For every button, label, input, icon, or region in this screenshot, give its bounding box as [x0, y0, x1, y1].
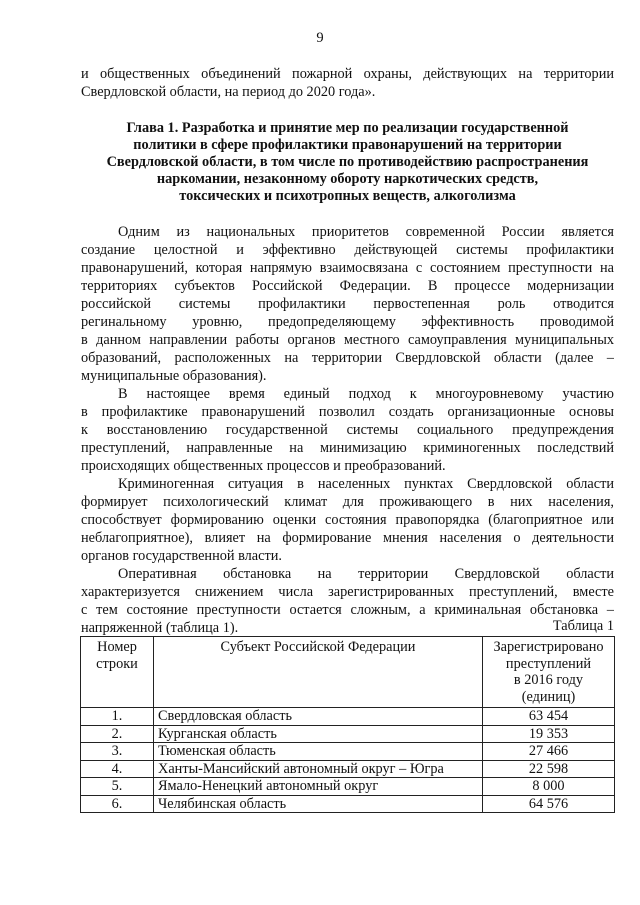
header-number-line: Номер: [97, 639, 137, 655]
body-line: неблагоприятное), влияет на формирование мнения населения о деятельности: [81, 530, 614, 546]
chapter-heading-line: Глава 1. Разработка и принятие мер по реализации государственной: [126, 120, 569, 136]
table-row: [81, 708, 615, 726]
table-header-row: [81, 637, 615, 708]
body-line: с тем состояние преступности остается сложным, а криминальная обстановка –: [81, 602, 614, 618]
row-number: 3.: [81, 743, 154, 761]
body-line: правонарушений, которая напрямую взаимосвязана с состоянием преступности на: [81, 260, 614, 276]
header-crimes-line: преступлений: [505, 655, 592, 672]
row-value: 8 000: [483, 778, 615, 796]
header-crimes-line: (единиц): [521, 688, 576, 705]
body-line: создание целостной и эффективно действующей системы профилактики: [81, 242, 614, 258]
intro-line: и общественных объединений пожарной охраны, действующих на территории: [81, 66, 614, 82]
body-line: российской системы профилактики первостепенная роль отводится: [81, 296, 614, 312]
row-number: 1.: [81, 708, 154, 726]
header-crimes-line: в 2016 году: [513, 672, 584, 688]
row-subject: Челябинская область: [154, 795, 483, 813]
table-row: [81, 760, 615, 778]
row-value: 27 466: [483, 743, 615, 761]
body-line: напряженной (таблица 1).: [81, 620, 239, 636]
body-line: муниципальные образования).: [81, 368, 267, 384]
header-subject: Субъект Российской Федерации: [154, 637, 483, 708]
row-subject: Ямало-Ненецкий автономный округ: [154, 778, 483, 796]
header-number: [81, 637, 154, 708]
table-row: [81, 743, 615, 761]
row-subject: Курганская область: [154, 725, 483, 743]
row-value: 19 353: [483, 725, 615, 743]
body-line: регинальному уровню, предопределяющему эффективность проводимой: [81, 314, 614, 330]
row-number: 4.: [81, 760, 154, 778]
table-caption: Таблица 1: [552, 618, 614, 634]
body-line: к восстановлению государственной системы социального предупреждения: [81, 422, 614, 438]
body-line: В настоящее время единый подход к многоуровневому участию: [118, 386, 614, 402]
chapter-heading-line: Свердловской области, в том числе по противодействию распространения: [106, 154, 589, 170]
header-crimes: [483, 637, 615, 708]
body-line: в данном направлении работы органов местного самоуправления муниципальных: [81, 332, 614, 348]
body-line: преступлений, направленные на минимизацию криминогенных последствий: [81, 440, 614, 456]
crime-statistics-table: [80, 636, 615, 813]
body-line: происходящих общественных процессов и преобразований.: [81, 458, 446, 474]
body-line: формирует психологический климат для проживающего в них населения,: [81, 494, 614, 510]
chapter-heading-line: токсических и психотропных веществ, алкоголизма: [179, 188, 516, 204]
header-number-line: строки: [96, 655, 138, 672]
body-line: способствует формированию оценки состояния правопорядка (благоприятное или: [81, 512, 614, 528]
body-line: Оперативная обстановка на территории Свердловской области: [118, 566, 614, 582]
row-subject: Тюменская область: [154, 743, 483, 761]
table-row: [81, 725, 615, 743]
chapter-heading-line: наркомании, незаконному обороту наркотических средств,: [156, 171, 539, 187]
row-value: 22 598: [483, 760, 615, 778]
table-row: [81, 795, 615, 813]
body-line: территориях субъектов Российской Федерации. В процессе модернизации: [81, 278, 614, 294]
body-line: в профилактике правонарушений позволил создать организационные основы: [81, 404, 614, 420]
body-line: Одним из национальных приоритетов современной России является: [118, 224, 614, 240]
row-subject: Ханты-Мансийский автономный округ – Югра: [154, 760, 483, 778]
body-line: Криминогенная ситуация в населенных пунктах Свердловской области: [118, 476, 614, 492]
chapter-heading-line: политики в сфере профилактики правонарушений на территории: [133, 137, 562, 153]
row-number: 6.: [81, 795, 154, 813]
body-line: образований, расположенных на территории Свердловской области (далее –: [81, 350, 614, 366]
body-line: характеризуется снижением числа зарегистрированных преступлений, вместе: [81, 584, 614, 600]
row-subject: Свердловская область: [154, 708, 483, 726]
row-number: 5.: [81, 778, 154, 796]
page-number: 9: [316, 30, 324, 46]
table-row: [81, 778, 615, 796]
body-line: органов государственной власти.: [81, 548, 282, 564]
row-value: 63 454: [483, 708, 615, 726]
header-crimes-line: Зарегистрировано: [493, 639, 604, 655]
row-value: 64 576: [483, 795, 615, 813]
intro-line: Свердловской области, на период до 2020 года».: [81, 84, 376, 100]
row-number: 2.: [81, 725, 154, 743]
